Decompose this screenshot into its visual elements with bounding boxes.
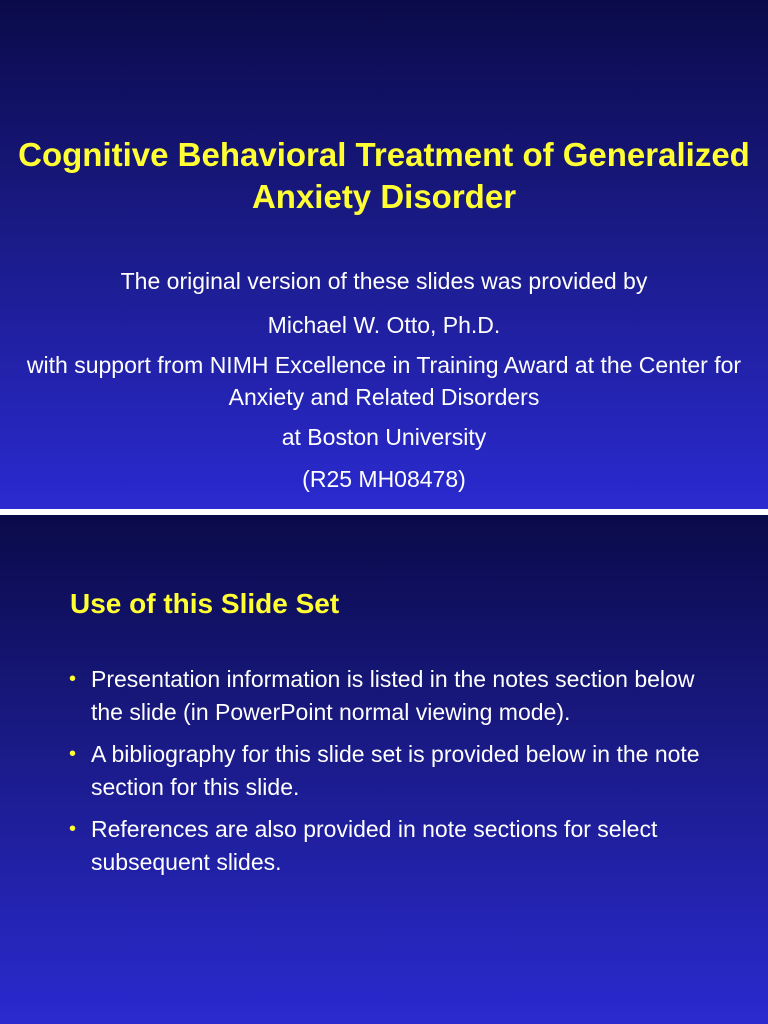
bullet-item xyxy=(68,738,708,804)
bullet-item xyxy=(68,813,708,879)
bullet-text: A bibliography for this slide set is provided below in the note section for this slide. xyxy=(91,741,700,800)
support-line: with support from NIMH Excellence in Training Award at the Center for Anxiety and Related Disorders xyxy=(26,352,742,410)
slide-2-title: Use of this Slide Set xyxy=(70,588,340,619)
bullet-icon: • xyxy=(69,668,77,690)
slide-1-title: Cognitive Behavioral Treatment of Generalized Anxiety Disorder xyxy=(18,136,750,215)
bullet-text: References are also provided in note sections for select subsequent slides. xyxy=(91,816,658,875)
grant-number: (R25 MH08478) xyxy=(302,466,466,492)
bullet-item xyxy=(68,663,708,729)
provided-by-line: The original version of these slides was provided by xyxy=(120,268,648,294)
slide-2 xyxy=(0,515,768,1024)
bullet-icon: • xyxy=(69,743,77,765)
author-name: Michael W. Otto, Ph.D. xyxy=(267,312,501,338)
bullet-list xyxy=(68,663,708,888)
slide-1 xyxy=(0,0,768,509)
bullet-icon: • xyxy=(69,818,77,840)
bullet-text: Presentation information is listed in the notes section below the slide (in PowerPoint normal viewing mode). xyxy=(91,666,695,725)
university-line: at Boston University xyxy=(281,424,487,450)
